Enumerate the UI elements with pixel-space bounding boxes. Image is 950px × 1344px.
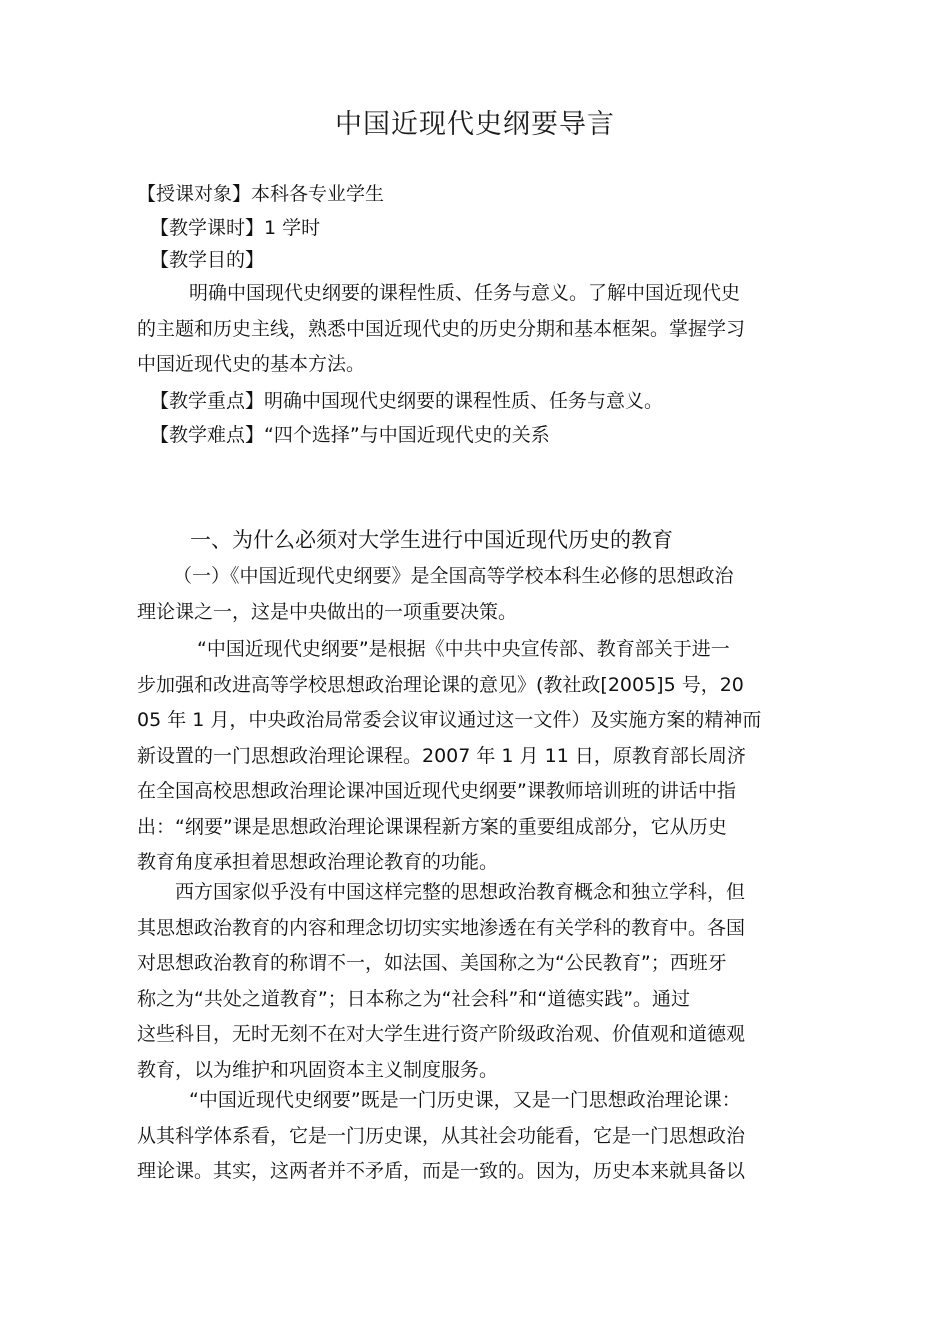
text-line: 对思想政治教育的称谓不一，如法国、美国称之为“公民教育”；西班牙 xyxy=(137,952,727,974)
text-line: 理论课。其实，这两者并不矛盾，而是一致的。因为，历史本来就具备以 xyxy=(137,1160,746,1182)
text-line: （一）《中国近现代史纲要》是全国高等学校本科生必修的思想政治 xyxy=(173,565,734,587)
meta-hours-label: 【教学课时】 xyxy=(150,217,265,239)
meta-goal-label: 【教学目的】 xyxy=(150,249,265,271)
body-paragraph xyxy=(137,1083,825,1190)
subsection-paragraph xyxy=(137,559,825,630)
goal-paragraph xyxy=(137,276,825,383)
section-heading: 一、为什么必须对大学生进行中国近现代历史的教育 xyxy=(190,528,673,552)
meta-target-value: 本科各专业学生 xyxy=(251,183,385,205)
text-line: “中国近现代史纲要”是根据《中共中央宣传部、教育部关于进一 xyxy=(197,638,730,660)
goal-line: 的主题和历史主线，熟悉中国近现代史的历史分期和基本框架。掌握学习 xyxy=(137,317,746,340)
meta-hours xyxy=(150,214,320,242)
body-paragraph xyxy=(137,875,825,1088)
text-line: 这些科目，无时无刻不在对大学生进行资产阶级政治观、价值观和道德观 xyxy=(137,1023,746,1045)
text-line: 从其科学体系看，它是一门历史课，从其社会功能看，它是一门思想政治 xyxy=(137,1124,746,1147)
text-line: 新设置的一门思想政治理论课程。2007 年 1 月 11 日，原教育部长周济 xyxy=(137,744,746,767)
meta-difficulty-label: 【教学难点】 xyxy=(150,424,265,446)
meta-difficulty-value: “四个选择”与中国近现代史的关系 xyxy=(264,424,550,446)
text-line: 教育，以为维护和巩固资本主义制度服务。 xyxy=(137,1058,499,1081)
text-line: 出：“纲要”课是思想政治理论课课程新方案的重要组成部分，它从历史 xyxy=(137,815,727,838)
body-paragraph xyxy=(137,632,825,881)
goal-line: 中国近现代史的基本方法。 xyxy=(137,353,366,375)
meta-target-label: 【授课对象】 xyxy=(137,183,252,205)
text-line: 称之为“共处之道教育”；日本称之为“社会科”和“道德实践”。通过 xyxy=(137,987,691,1010)
page-title: 中国近现代史纲要导言 xyxy=(335,109,615,140)
text-line: 05 年 1 月，中央政治局常委会议审议通过这一文件）及实施方案的精神而 xyxy=(137,709,762,731)
text-line: “中国近现代史纲要”既是一门历史课，又是一门思想政治理论课： xyxy=(189,1089,741,1111)
meta-focus xyxy=(150,387,663,415)
meta-hours-value: 1 学时 xyxy=(264,217,321,239)
meta-target xyxy=(137,180,384,208)
text-line: 在全国高校思想政治理论课冲国近现代史纲要”课教师培训班的讲话中指 xyxy=(137,780,736,802)
text-line: 西方国家似乎没有中国这样完整的思想政治教育概念和独立学科，但 xyxy=(175,881,746,903)
meta-focus-value: 明确中国现代史纲要的课程性质、任务与意义。 xyxy=(264,390,664,412)
meta-goal xyxy=(150,246,264,274)
text-line: 理论课之一，这是中央做出的一项重要决策。 xyxy=(137,600,518,623)
meta-difficulty xyxy=(150,421,550,449)
meta-focus-label: 【教学重点】 xyxy=(150,390,265,412)
text-line: 其思想政治教育的内容和理念切切实实地渗透在有关学科的教育中。各国 xyxy=(137,916,746,939)
goal-line: 明确中国现代史纲要的课程性质、任务与意义。了解中国近现代史 xyxy=(189,282,741,304)
text-line: 步加强和改进高等学校思想政治理论课的意见》(教社政[2005]5 号，20 xyxy=(137,673,744,696)
text-line: 教育角度承担着思想政治理论教育的功能。 xyxy=(137,851,499,873)
